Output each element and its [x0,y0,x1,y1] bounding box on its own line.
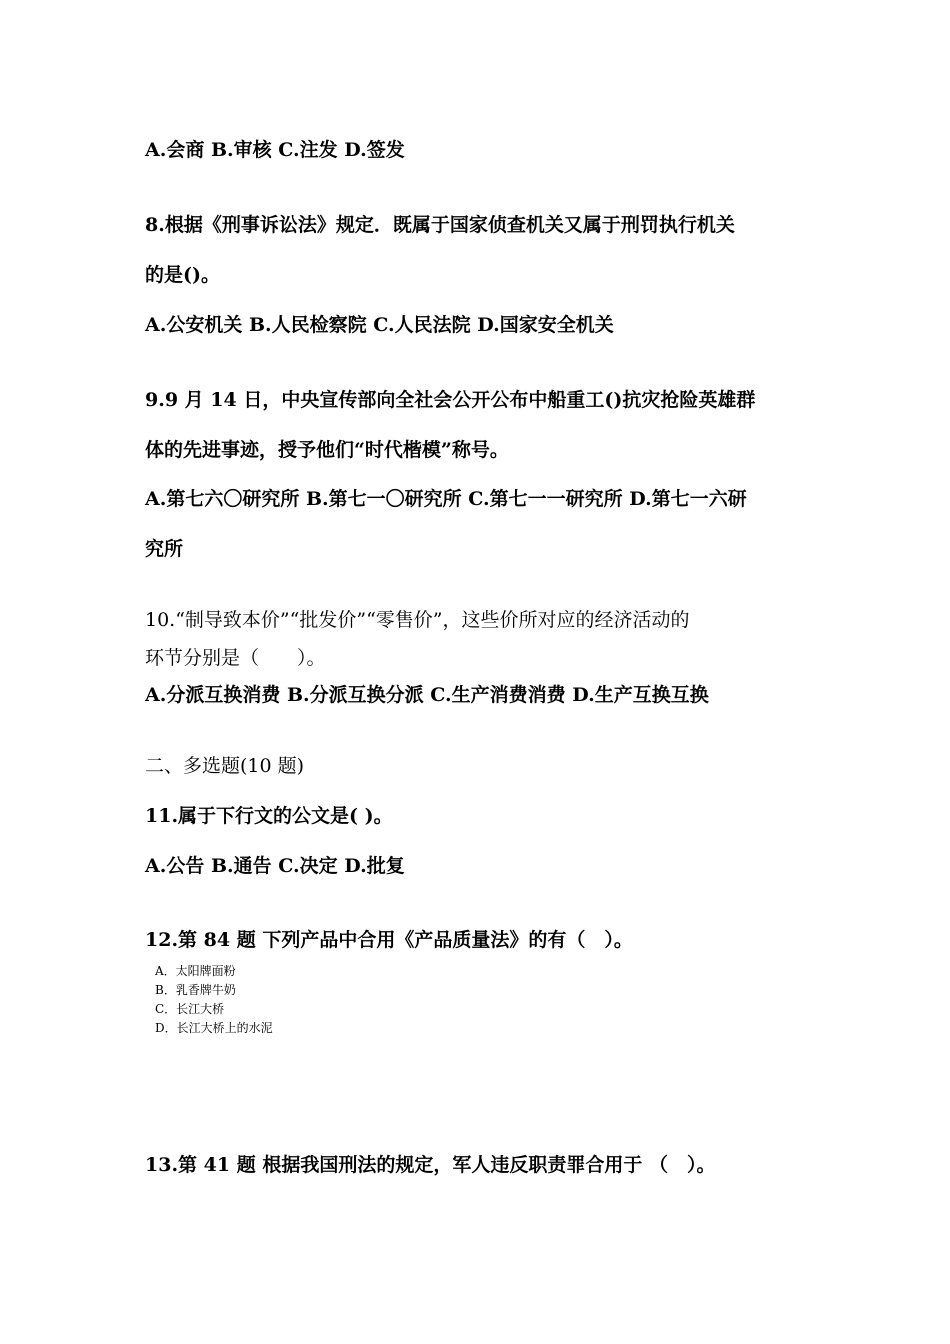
q9-options-line1: A.第七六〇研究所 B.第七一〇研究所 C.第七一一研究所 D.第七一六研 [145,488,747,510]
q9-options-line2: 究所 [145,538,184,560]
q8-stem-line1: 8.根据《刑事诉讼法》规定．既属于国家侦查机关又属于刑罚执行机关 [145,214,735,236]
q12-option-a: A．太阳牌面粉 [155,964,236,978]
q13-stem: 13.第 41 题 根据我国刑法的规定，军人违反职责罪合用于 （ ）。 [145,1154,716,1176]
q9-stem-line2: 体的先进事迹，授予他们“时代楷模”称号。 [145,439,509,461]
q9-stem-line1: 9.9 月 14 日，中央宣传部向全社会公开公布中船重工()抗灾抢险英雄群 [145,389,756,411]
q8-options: A.公安机关 B.人民检察院 C.人民法院 D.国家安全机关 [145,314,614,336]
q12-option-b: B．乳香牌牛奶 [155,983,236,997]
q8-stem-line2: 的是()。 [145,264,220,286]
q12-option-d: D．长江大桥上的水泥 [155,1021,273,1035]
q12-stem: 12.第 84 题 下列产品中合用《产品质量法》的有（ ）。 [145,929,633,951]
q10-options: A.分派互换消费 B.分派互换分派 C.生产消费消费 D.生产互换互换 [145,684,709,706]
q12-options [155,962,273,1038]
section-heading: 二、多选题(10 题) [145,755,305,777]
q12-option-c: C．长江大桥 [155,1002,225,1016]
q11-options: A.公告 B.通告 C.决定 D.批复 [145,855,405,877]
q7-options: A.会商 B.审核 C.注发 D.签发 [145,139,405,161]
q10-stem-line2: 环节分别是（ ）。 [145,647,326,669]
q10-stem-line1: 10.“制导致本价”“批发价”“零售价”，这些价所对应的经济活动的 [145,609,690,631]
q11-stem: 11.属于下行文的公文是( )。 [145,805,393,827]
